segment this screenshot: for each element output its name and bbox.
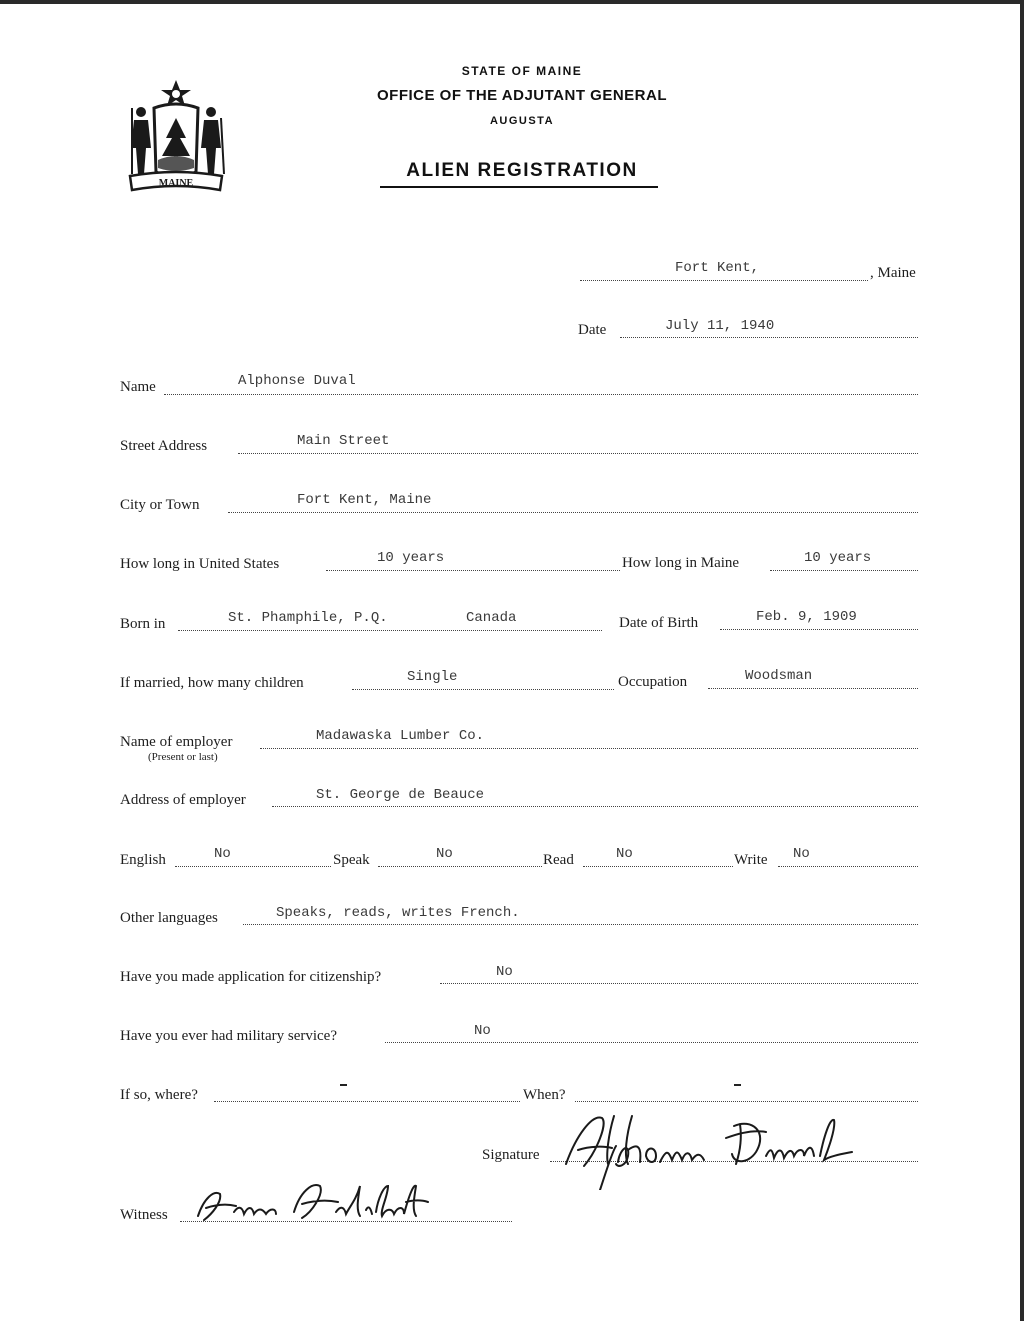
city-line [228,512,918,513]
signature-handwriting [556,1106,856,1190]
write-value: No [793,846,810,862]
birth-date-value: Feb. 9, 1909 [756,609,857,625]
employer-address-value: St. George de Beauce [316,787,485,803]
military-label: Have you ever had military service? [120,1028,337,1044]
when-label: When? [523,1087,566,1103]
children-line [352,689,614,690]
employer-value: Madawaska Lumber Co. [316,728,485,744]
military-value: No [474,1023,491,1039]
form-title: ALIEN REGISTRATION [406,160,638,181]
name-label: Name [120,379,156,395]
english-value: No [214,846,231,862]
citizenship-label: Have you made application for citizenship? [120,969,382,985]
place-state-label: , Maine [870,265,916,281]
employer-note: (Present or last) [148,751,218,763]
city-label: City or Town [120,497,200,513]
where-line [214,1101,520,1102]
when-dash [734,1084,741,1086]
occupation-line [708,688,918,689]
occupation-label: Occupation [618,674,688,690]
seal-banner-text: MAINE [158,178,194,189]
speak-line [378,866,542,867]
write-label: Write [734,852,768,868]
header-city: AUGUSTA [489,115,555,127]
us-years-label: How long in United States [120,556,280,572]
scan-border-right [1020,0,1024,1321]
city-value: Fort Kent, Maine [297,492,432,508]
scan-border-top [0,0,1024,4]
witness-signature-handwriting [190,1172,430,1232]
state-of-maine-seal [124,78,228,200]
us-years-value: 10 years [377,550,445,566]
other-languages-label: Other languages [120,910,218,926]
birth-date-label: Date of Birth [619,615,699,631]
header-state: STATE OF MAINE [461,64,583,78]
maine-years-label: How long in Maine [622,555,740,571]
date-label: Date [578,322,607,338]
date-line [620,337,918,338]
write-line [778,866,918,867]
street-value: Main Street [297,433,390,449]
employer-label: Name of employer [120,734,233,750]
signature-label: Signature [482,1147,540,1163]
where-dash [340,1084,347,1086]
read-line [583,866,733,867]
employer-address-label: Address of employer [120,792,246,808]
street-label: Street Address [120,438,208,454]
occupation-value: Woodsman [745,668,813,684]
us-years-line [326,570,620,571]
employer-line [260,748,918,749]
where-label: If so, where? [120,1087,198,1103]
citizenship-line [440,983,918,984]
date-value: July 11, 1940 [665,318,775,334]
born-line [178,630,602,631]
military-line [385,1042,918,1043]
citizenship-value: No [496,964,513,980]
children-value: Single [407,669,458,685]
speak-value: No [436,846,453,862]
title-underline [380,186,658,188]
children-label: If married, how many children [120,675,304,691]
witness-label: Witness [120,1207,168,1223]
read-value: No [616,846,633,862]
maine-years-value: 10 years [804,550,872,566]
employer-address-line [272,806,918,807]
place-line [580,280,868,281]
header-office: OFFICE OF THE ADJUTANT GENERAL [377,87,667,104]
place-value: Fort Kent, [675,260,760,276]
name-line [164,394,918,395]
english-label: English [120,852,166,868]
street-line [238,453,918,454]
other-languages-value: Speaks, reads, writes French. [276,905,520,921]
maine-years-line [770,570,918,571]
english-line [175,866,331,867]
name-value: Alphonse Duval [238,373,356,389]
other-languages-line [243,924,918,925]
born-value: St. Phamphile, P.Q. [228,610,388,626]
read-label: Read [543,852,574,868]
born-label: Born in [120,616,166,632]
speak-label: Speak [333,852,370,868]
when-line [575,1101,918,1102]
birth-date-line [720,629,918,630]
born-country-value: Canada [466,610,517,626]
